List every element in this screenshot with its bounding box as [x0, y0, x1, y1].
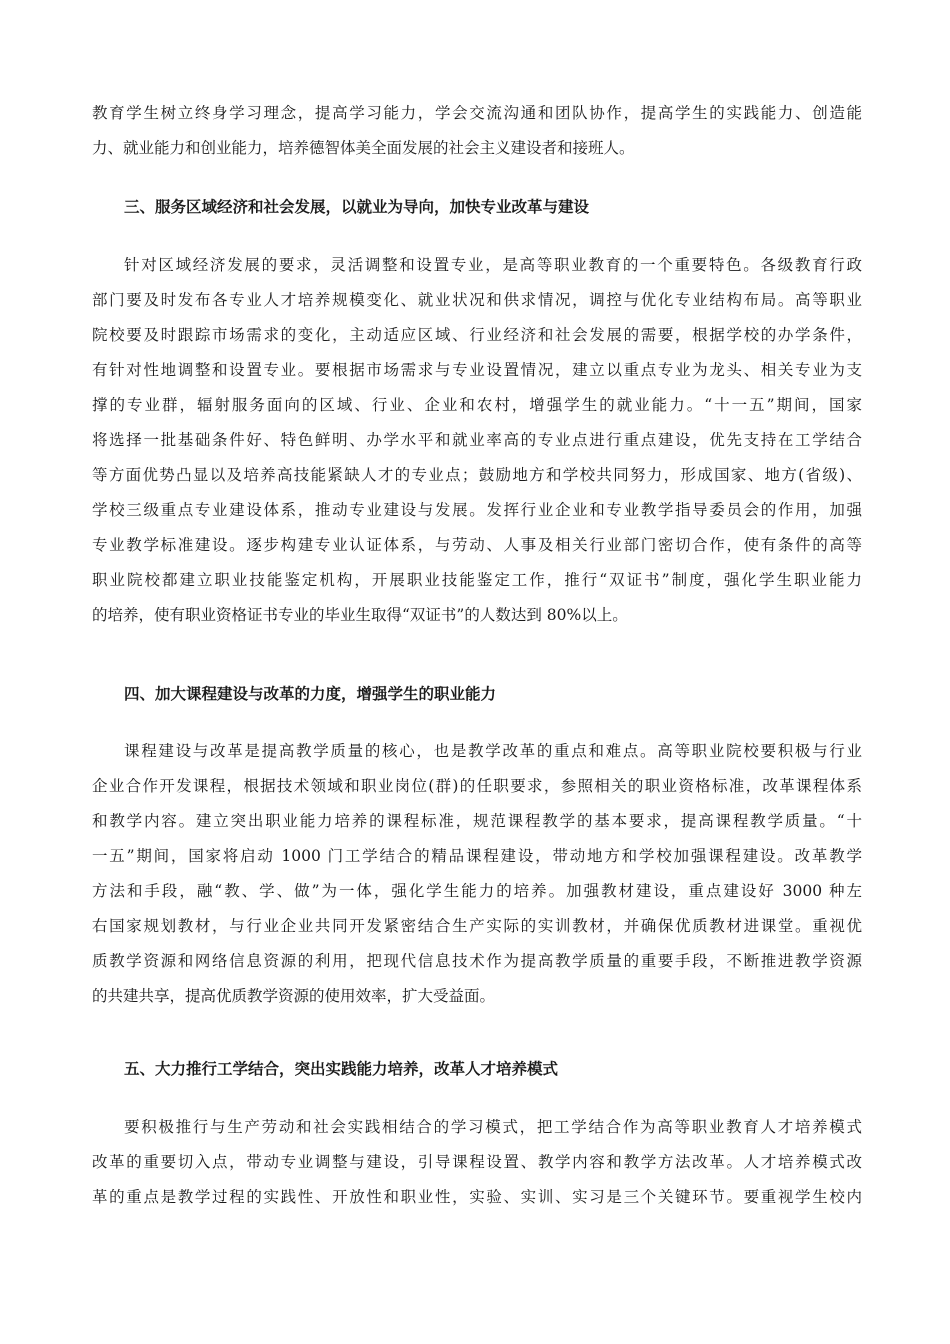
paragraph-line: 一五”期间，国家将启动 1000 门工学结合的精品课程建设，带动地方和学校加强课程建设。改革教学 — [92, 847, 862, 865]
paragraph-line: 和教学内容。建立突出职业能力培养的课程标准，规范课程教学的基本要求，提高课程教学质量。“十 — [92, 812, 862, 830]
paragraph-line: 学校三级重点专业建设体系，推动专业建设与发展。发挥行业企业和专业教学指导委员会的作用，加强 — [92, 501, 862, 519]
paragraph-line: 职业院校都建立职业技能鉴定机构，开展职业技能鉴定工作，推行“双证书”制度，强化学生职业能力 — [92, 571, 862, 589]
paragraph-line: 力、就业能力和创业能力，培养德智体美全面发展的社会主义建设者和接班人。 — [92, 139, 635, 157]
paragraph-line: 企业合作开发课程，根据技术领域和职业岗位(群)的任职要求，参照相关的职业资格标准，改革课程体系 — [92, 777, 862, 795]
paragraph-line: 院校要及时跟踪市场需求的变化，主动适应区域、行业经济和社会发展的需要，根据学校的办学条件， — [92, 326, 862, 344]
section-5-heading: 五、大力推行工学结合，突出实践能力培养，改革人才培养模式 — [124, 1060, 559, 1078]
paragraph-line: 撑的专业群，辐射服务面向的区域、行业、企业和农村，增强学生的就业能力。“十一五”期间，国家 — [92, 396, 862, 414]
paragraph-line: 课程建设与改革是提高教学质量的核心，也是教学改革的重点和难点。高等职业院校要积极与行业 — [124, 742, 862, 760]
paragraph-line: 部门要及时发布各专业人才培养规模变化、就业状况和供求情况，调控与优化专业结构布局。高等职业 — [92, 291, 862, 309]
intro-paragraph — [92, 96, 862, 166]
paragraph-line: 将选择一批基础条件好、特色鲜明、办学水平和就业率高的专业点进行重点建设，优先支持在工学结合 — [92, 431, 862, 449]
paragraph-line: 改革的重要切入点，带动专业调整与建设，引导课程设置、教学内容和教学方法改革。人才培养模式改 — [92, 1153, 862, 1171]
paragraph-line: 有针对性地调整和设置专业。要根据市场需求与专业设置情况，建立以重点专业为龙头、相关专业为支 — [92, 361, 862, 379]
paragraph-line: 方法和手段，融“教、学、做”为一体，强化学生能力的培养。加强教材建设，重点建设好 3000 种左 — [92, 882, 862, 900]
paragraph-line: 的培养，使有职业资格证书专业的毕业生取得“双证书”的人数达到 80%以上。 — [92, 606, 628, 624]
paragraph-line: 质教学资源和网络信息资源的利用，把现代信息技术作为提高教学质量的重要手段，不断推进教学资源 — [92, 952, 862, 970]
section-4-paragraph — [92, 734, 862, 1014]
section-5-paragraph — [92, 1110, 862, 1215]
paragraph-line: 右国家规划教材，与行业企业共同开发紧密结合生产实际的实训教材，并确保优质教材进课堂。重视优 — [92, 917, 862, 935]
paragraph-line: 针对区域经济发展的要求，灵活调整和设置专业，是高等职业教育的一个重要特色。各级教育行政 — [124, 256, 862, 274]
section-3-heading: 三、服务区域经济和社会发展，以就业为导向，加快专业改革与建设 — [124, 198, 590, 216]
paragraph-line: 要积极推行与生产劳动和社会实践相结合的学习模式，把工学结合作为高等职业教育人才培养模式 — [124, 1118, 862, 1136]
paragraph-line: 教育学生树立终身学习理念，提高学习能力，学会交流沟通和团队协作，提高学生的实践能力、创造能 — [92, 104, 862, 122]
section-4-heading: 四、加大课程建设与改革的力度，增强学生的职业能力 — [124, 685, 497, 703]
paragraph-line: 专业教学标准建设。逐步构建专业认证体系，与劳动、人事及相关行业部门密切合作，使有条件的高等 — [92, 536, 862, 554]
section-3-paragraph — [92, 248, 862, 633]
paragraph-line: 的共建共享，提高优质教学资源的使用效率，扩大受益面。 — [92, 987, 496, 1005]
paragraph-line: 等方面优势凸显以及培养高技能紧缺人才的专业点；鼓励地方和学校共同努力，形成国家、地方(省级)、 — [92, 466, 862, 484]
paragraph-line: 革的重点是教学过程的实践性、开放性和职业性，实验、实训、实习是三个关键环节。要重视学生校内 — [92, 1188, 862, 1206]
